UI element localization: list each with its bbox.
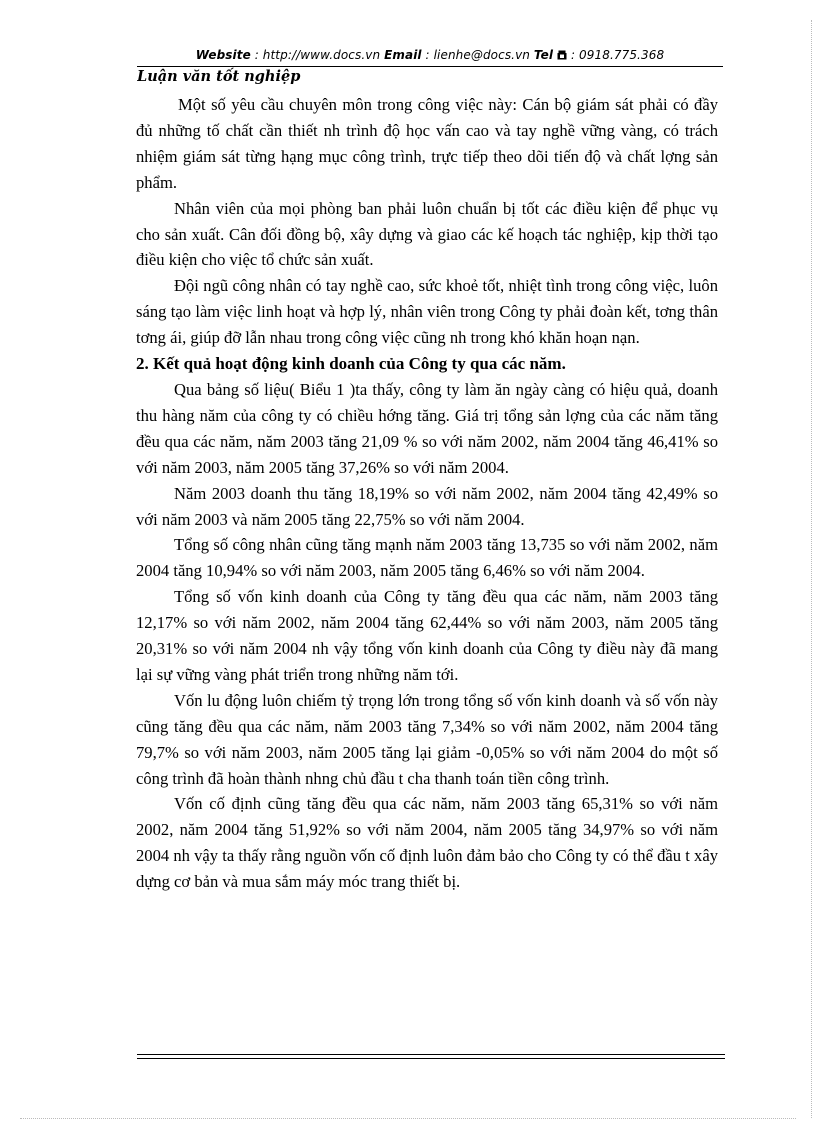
email-label: Email — [384, 48, 422, 62]
tel-label: Tel — [533, 48, 554, 62]
page-border-bottom — [20, 1118, 796, 1119]
paragraph-6: Tổng số công nhân cũng tăng mạnh năm 2003 tăng 13,735 so với năm 2002, năm 2004 tăng 10,94% so với năm 2003, năm 2005 tăng 6,46% so với năm 2004. — [136, 535, 718, 581]
website-url[interactable]: : http://www.docs.vn — [250, 48, 385, 62]
paragraph-4: Qua bảng số liệu( Biểu 1 )ta thấy, công ty làm ăn ngày càng có hiệu quả, doanh thu hàng năm của công ty có chiều hớng tăng. Giá trị tổng sản lợng của các năm tăng đều qua các năm, năm 2003 tăng 21,09 % so với năm 2002, năm 2004 tăng 46,41% so với năm 2003, năm 2005 tăng 37,26% so với năm 2004. — [136, 379, 718, 477]
paragraph-5: Năm 2003 doanh thu tăng 18,19% so với năm 2002, năm 2004 tăng 42,49% so với năm 2003 và năm 2005 tăng 22,75% so với năm 2004. — [136, 483, 718, 529]
paragraph-7: Tổng số vốn kinh doanh của Công ty tăng đều qua các năm, năm 2003 tăng 12,17% so với năm 2002, năm 2004 tăng 62,44% so với năm 2003, năm 2005 tăng 20,31% so với năm 2004 nh vậy tổng vốn kinh doanh của Công ty điều này đã mang lại sự vững vàng phát triển trong những năm tới. — [136, 587, 718, 684]
paragraph-1: Một số yêu cầu chuyên môn trong công việc này: Cán bộ giám sát phải có đầy đủ những tố chất cần thiết nh trình độ học vấn cao và tay nghề vững vàng, có trách nhiệm giám sát từng hạng mục công trình, trực tiếp theo dõi tiến độ và chất lợng sản phẩm. — [136, 95, 718, 192]
page-border-right — [811, 20, 812, 1118]
phone-number: : 0918.775.368 — [567, 48, 665, 62]
website-label: Website — [195, 48, 251, 62]
footer-rule-bottom — [137, 1058, 725, 1059]
phone-icon — [557, 50, 567, 60]
paragraph-9: Vốn cố định cũng tăng đều qua các năm, năm 2003 tăng 65,31% so với năm 2002, năm 2004 tăng 51,92% so với năm 2004, năm 2005 tăng 34,97% so với năm 2004 nh vậy ta thấy rằng nguồn vốn cố định luôn đảm bảo cho Công ty có thể đầu t xây dựng cơ bản và mua sắm máy móc trang thiết bị. — [136, 794, 718, 892]
section-heading: 2. Kết quả hoạt động kinh doanh của Công ty qua các năm. — [136, 354, 566, 374]
body-text — [136, 92, 718, 895]
thesis-label: Luận văn tốt nghiệp — [137, 68, 301, 85]
paragraph-8: Vốn lu động luôn chiếm tỷ trọng lớn trong tổng số vốn kinh doanh và số vốn này cũng tăng đều qua các năm, năm 2003 tăng 7,34% so với năm 2002, năm 2004 tăng 79,7% so với năm 2003, năm 2005 tăng lại giảm -0,05% so với năm 2004 do một số công trình đã hoàn thành nhng chủ đầu t cha thanh toán tiền công trình. — [136, 690, 718, 788]
website-header — [137, 48, 723, 62]
paragraph-2: Nhân viên của mọi phòng ban phải luôn chuẩn bị tốt các điều kiện để phục vụ cho sản xuất. Cân đối đồng bộ, xây dựng và giao các kế hoạch tác nghiệp, kịp thời tạo điều kiện cho việc tổ chức sản xuất. — [136, 198, 718, 270]
paragraph-3: Đội ngũ công nhân có tay nghề cao, sức khoẻ tốt, nhiệt tình trong công việc, luôn sáng tạo làm việc linh hoạt và hợp lý, nhân viên trong Công ty phải đoàn kết, tơng thân tơng ái, giúp đỡ lẫn nhau trong công việc cũng nh trong khó khăn hoạn nạn. — [136, 276, 718, 348]
email-address[interactable]: : lienhe@docs.vn — [421, 48, 534, 62]
footer-rule-top — [137, 1054, 725, 1055]
